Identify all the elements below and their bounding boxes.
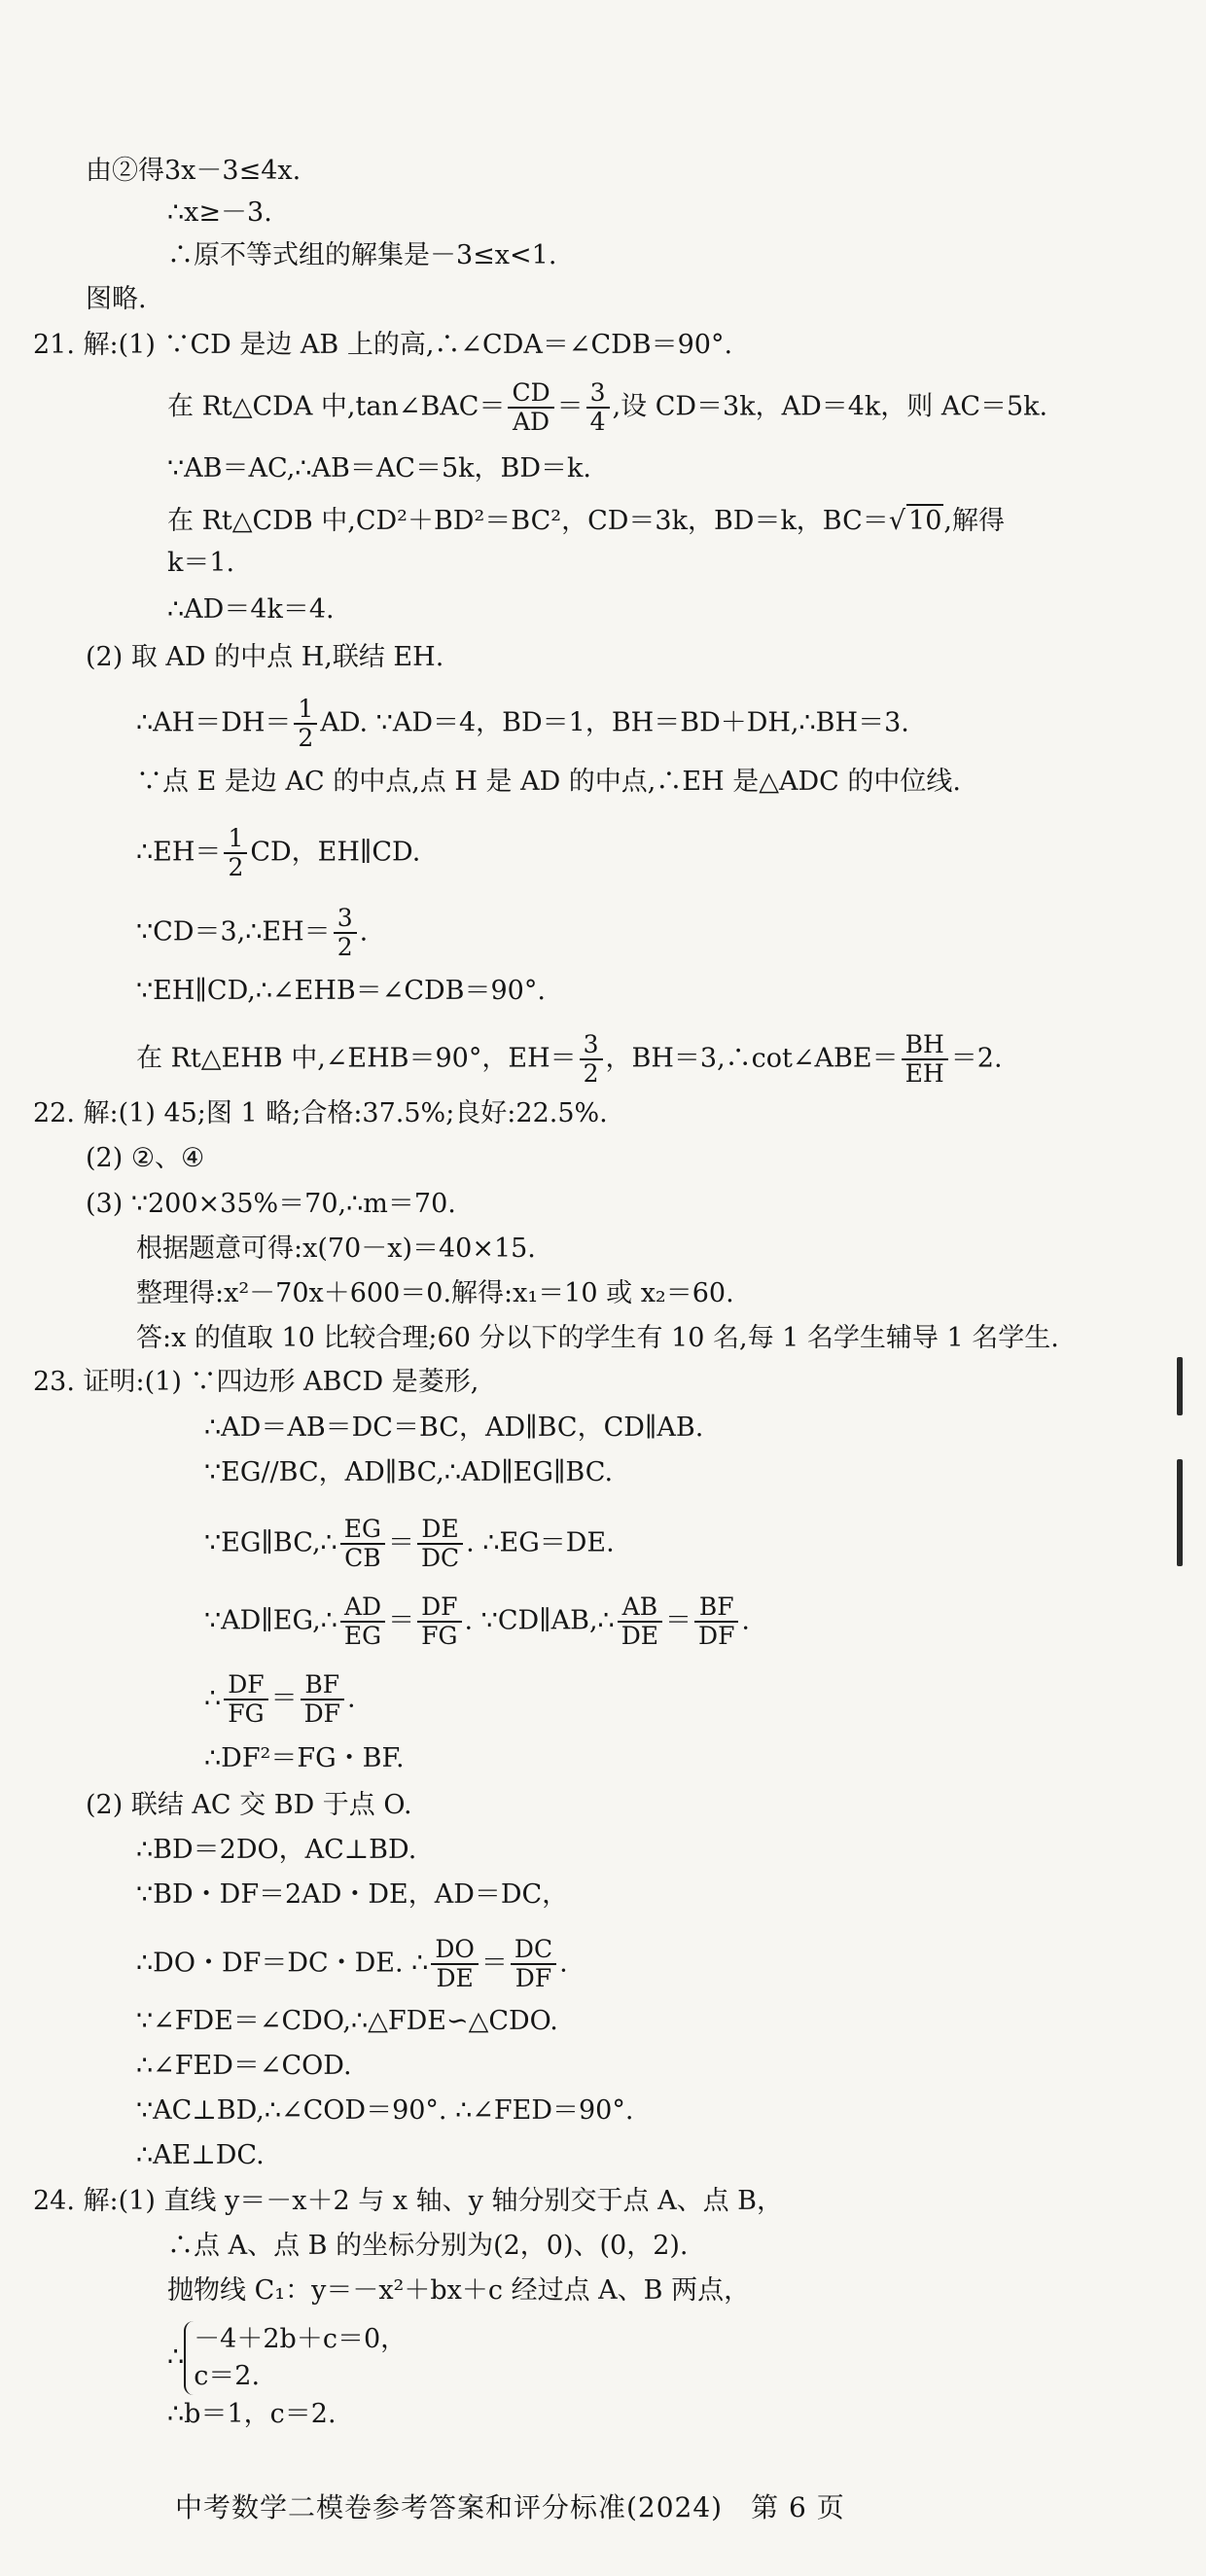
q21-ah-line: ∴AH＝DH＝ $\frac{1}{2}$ AD. ∵AD＝4，BD＝1，BH＝BD＋DH,∴BH＝3. xyxy=(136,695,909,752)
q22-part3: (3) ∵200×35%＝70,∴m＝70. xyxy=(86,1189,456,1219)
equation-system: －4＋2b＋c＝0， c＝2. xyxy=(184,2321,407,2395)
q23-rhombus-line: ∴AD＝AB＝DC＝BC，AD∥BC，CD∥AB. xyxy=(204,1413,704,1443)
q22-solve-line: 整理得:x²－70x＋600＝0.解得:x₁＝10 或 x₂＝60. xyxy=(136,1278,734,1308)
fraction: $\frac{DO}{DE}$ xyxy=(431,1936,479,1992)
q21-heading: 21. 解:(1) ∵CD 是边 AB 上的高,∴∠CDA＝∠CDB＝90°. xyxy=(33,330,733,360)
q23-ratio-line-2: ∵AD∥EG,∴ $\frac{AD}{EG}$ ＝ $\frac{DF}{FG}$ . ∵CD∥AB,∴ $\frac{AB}{DE}$ ＝ $\frac{BF}{DF}$ . xyxy=(204,1592,751,1650)
q21-ab-line: ∵AB＝AC,∴AB＝AC＝5k，BD＝k. xyxy=(167,453,591,483)
fraction: $\frac{BF}{DF}$ xyxy=(694,1593,738,1650)
q23-parallel-line: ∵EG//BC，AD∥BC,∴AD∥EG∥BC. xyxy=(204,1457,614,1487)
q23-conclusion-1: ∴DF²＝FG・BF. xyxy=(204,1743,405,1773)
q23-product-line: ∵BD・DF＝2AD・DE，AD＝DC， xyxy=(136,1879,569,1910)
q24-points-line: ∴点 A、点 B 的坐标分别为(2，0)、(0，2). xyxy=(167,2231,689,2261)
q21-part2-heading: (2) 取 AD 的中点 H,联结 EH. xyxy=(86,642,444,672)
q23-angle-line: ∴∠FED＝∠COD. xyxy=(136,2051,352,2081)
fraction: $\frac{BH}{EH}$ xyxy=(902,1031,948,1088)
q22-heading: 22. 解:(1) 45;图 1 略;合格:37.5%;良好:22.5%. xyxy=(33,1098,608,1128)
q21-tan-line: 在 Rt△CDA 中,tan∠BAC＝ $\frac{CD}{AD}$ ＝ $\frac{3}{4}$ ,设 CD＝3k，AD＝4k，则 AC＝5k. xyxy=(167,378,1048,436)
q23-ratio-line-4: ∴DO・DF＝DC・DE. ∴ $\frac{DO}{DE}$ ＝ $\frac{DC}{DF}$ . xyxy=(136,1935,568,1992)
fraction: $\frac{AD}{EG}$ xyxy=(340,1593,385,1650)
q22-part2: (2) ②、④ xyxy=(86,1143,205,1173)
q21-k-line: k＝1. xyxy=(167,548,235,578)
fraction: $\frac{1}{2}$ xyxy=(294,696,317,752)
q22-answer-line: 答:x 的值取 10 比较合理;60 分以下的学生有 10 名,每 1 名学生辅导 1 名学生. xyxy=(136,1323,1059,1353)
q21-parallel-line: ∵EH∥CD,∴∠EHB＝∠CDB＝90°. xyxy=(136,976,546,1006)
q23-ratio-line-3: ∴ $\frac{DF}{FG}$ ＝ $\frac{BF}{DF}$ . xyxy=(204,1670,356,1728)
fraction: $\frac{1}{2}$ xyxy=(224,825,247,881)
q23-heading: 23. 证明:(1) ∵四边形 ABCD 是菱形, xyxy=(33,1367,479,1397)
fraction: $\frac{BF}{DF}$ xyxy=(301,1671,344,1728)
fraction: $\frac{DF}{FG}$ xyxy=(417,1593,461,1650)
prev-line-4: 图略. xyxy=(86,284,147,314)
q24-system-line: ∴ －4＋2b＋c＝0， c＝2. xyxy=(167,2321,407,2395)
fraction: $\frac{CD}{AD}$ xyxy=(508,379,553,436)
q21-ad-line: ∴AD＝4k＝4. xyxy=(167,594,335,625)
q24-result-line: ∴b＝1，c＝2. xyxy=(167,2399,337,2429)
scan-mark xyxy=(1177,1357,1183,1415)
fraction: $\frac{DE}{DC}$ xyxy=(417,1516,463,1572)
fraction: $\frac{EG}{CB}$ xyxy=(340,1516,385,1572)
q23-right-angle-line: ∵AC⊥BD,∴∠COD＝90°. ∴∠FED＝90°. xyxy=(136,2095,634,2126)
q21-cd-line: ∵CD＝3,∴EH＝ $\frac{3}{2}$ . xyxy=(136,904,369,961)
fraction: $\frac{3}{4}$ xyxy=(586,379,610,436)
q21-cot-line: 在 Rt△EHB 中,∠EHB＝90°，EH＝ $\frac{3}{2}$ ，BH＝3,∴cot∠ABE＝ $\frac{BH}{EH}$ ＝2. xyxy=(136,1030,1003,1088)
fraction: $\frac{DF}{FG}$ xyxy=(224,1671,267,1728)
q24-parabola-line: 抛物线 C₁：y＝－x²＋bx＋c 经过点 A、B 两点， xyxy=(167,2275,751,2306)
q23-bd-line: ∴BD＝2DO，AC⊥BD. xyxy=(136,1835,417,1865)
q24-heading: 24. 解:(1) 直线 y＝－x＋2 与 x 轴、y 轴分别交于点 A、点 B， xyxy=(33,2186,784,2216)
q23-part2-heading: (2) 联结 AC 交 BD 于点 O. xyxy=(86,1790,412,1820)
q22-equation-line: 根据题意可得:x(70－x)＝40×15. xyxy=(136,1234,536,1264)
fraction: $\frac{3}{2}$ xyxy=(580,1031,603,1088)
q21-eh-line: ∴EH＝ $\frac{1}{2}$ CD，EH∥CD. xyxy=(136,824,421,881)
q23-ratio-line-1: ∵EG∥BC,∴ $\frac{EG}{CB}$ ＝ $\frac{DE}{DC}$ . ∴EG＝DE. xyxy=(204,1515,615,1572)
prev-line-2: ∴x≥－3. xyxy=(167,197,272,228)
q23-similar-line: ∵∠FDE＝∠CDO,∴△FDE∽△CDO. xyxy=(136,2006,558,2036)
page-footer: 中考数学二模卷参考答案和评分标准(2024) 第 6 页 xyxy=(175,2491,845,2523)
prev-line-3: ∴原不等式组的解集是－3≤x<1. xyxy=(167,240,557,270)
prev-line-1: 由②得3x－3≤4x. xyxy=(86,156,302,186)
q23-conclusion-2: ∴AE⊥DC. xyxy=(136,2140,265,2170)
fraction: $\frac{AB}{DE}$ xyxy=(618,1593,662,1650)
scan-mark xyxy=(1177,1459,1183,1566)
q21-midline-line: ∵点 E 是边 AC 的中点,点 H 是 AD 的中点,∴EH 是△ADC 的中位线. xyxy=(136,767,961,797)
fraction: $\frac{DC}{DF}$ xyxy=(511,1936,556,1992)
fraction: $\frac{3}{2}$ xyxy=(334,905,357,961)
q21-pythag-line: 在 Rt△CDB 中,CD²＋BD²＝BC²，CD＝3k，BD＝k，BC＝√ 10,解得 xyxy=(167,506,1005,536)
